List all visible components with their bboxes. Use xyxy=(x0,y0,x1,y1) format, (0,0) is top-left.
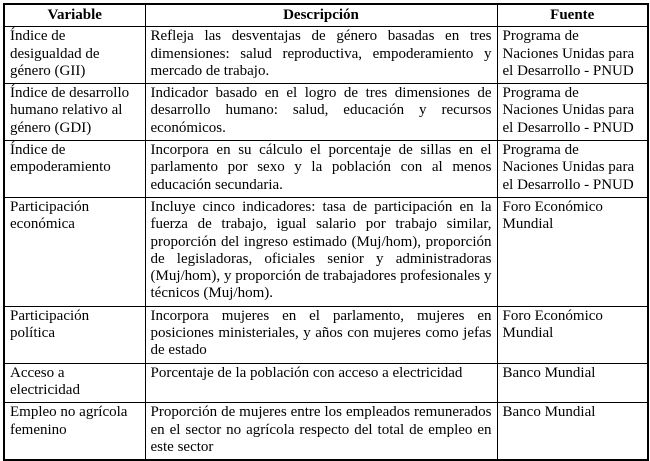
header-row xyxy=(4,4,648,27)
table-row xyxy=(4,306,648,363)
fuente-cell: Programa de Naciones Unidas para el Desarrollo - PNUD xyxy=(497,84,648,141)
table-row xyxy=(4,27,648,84)
descripcion-cell: Indicador basado en el logro de tres dimensiones de desarrollo humano: salud, educación y recursos económicos. xyxy=(145,84,497,141)
fuente-cell: Foro Económico Mundial xyxy=(497,306,648,363)
table-row xyxy=(4,363,648,403)
table-body xyxy=(4,27,648,460)
variable-cell: Índice de desigualdad de género (GII) xyxy=(4,27,145,84)
fuente-cell: Programa de Naciones Unidas para el Desarrollo - PNUD xyxy=(497,27,648,84)
fuente-cell: Banco Mundial xyxy=(497,363,648,403)
column-header-fuente: Fuente xyxy=(497,4,648,27)
table-row xyxy=(4,84,648,141)
variable-cell: Participación económica xyxy=(4,197,145,306)
descripcion-cell: Incorpora en su cálculo el porcentaje de sillas en el parlamento por sexo y la población con al menos educación secundaria. xyxy=(145,141,497,198)
descripcion-cell: Proporción de mujeres entre los empleados remunerados en el sector no agrícola respecto del total de empleo en este sector xyxy=(145,403,497,460)
descripcion-cell: Porcentaje de la población con acceso a electricidad xyxy=(145,363,497,403)
fuente-cell: Banco Mundial xyxy=(497,403,648,460)
variable-cell: Participación política xyxy=(4,306,145,363)
table-row xyxy=(4,197,648,306)
fuente-cell: Foro Económico Mundial xyxy=(497,197,648,306)
variables-table xyxy=(3,3,649,461)
variable-cell: Índice de desarrollo humano relativo al género (GDI) xyxy=(4,84,145,141)
table-header xyxy=(4,4,648,27)
variable-cell: Índice de empoderamiento xyxy=(4,141,145,198)
descripcion-cell: Refleja las desventajas de género basadas en tres dimensiones: salud reproductiva, empoderamiento y mercado de trabajo. xyxy=(145,27,497,84)
table-row xyxy=(4,141,648,198)
descripcion-cell: Incorpora mujeres en el parlamento, mujeres en posiciones ministeriales, y años con mujeres como jefas de estado xyxy=(145,306,497,363)
variable-cell: Empleo no agrícola femenino xyxy=(4,403,145,460)
variable-cell: Acceso a electricidad xyxy=(4,363,145,403)
descripcion-cell: Incluye cinco indicadores: tasa de participación en la fuerza de trabajo, igual salario por trabajo similar, proporción del ingreso estimado (Muj/hom), proporción de legisladoras, oficiales senior y administradoras (Muj/hom), y proporción de trabajadores profesionales y técnicos (Muj/hom). xyxy=(145,197,497,306)
fuente-cell: Programa de Naciones Unidas para el Desarrollo - PNUD xyxy=(497,141,648,198)
column-header-descripcion: Descripción xyxy=(145,4,497,27)
table-row xyxy=(4,403,648,460)
column-header-variable: Variable xyxy=(4,4,145,27)
